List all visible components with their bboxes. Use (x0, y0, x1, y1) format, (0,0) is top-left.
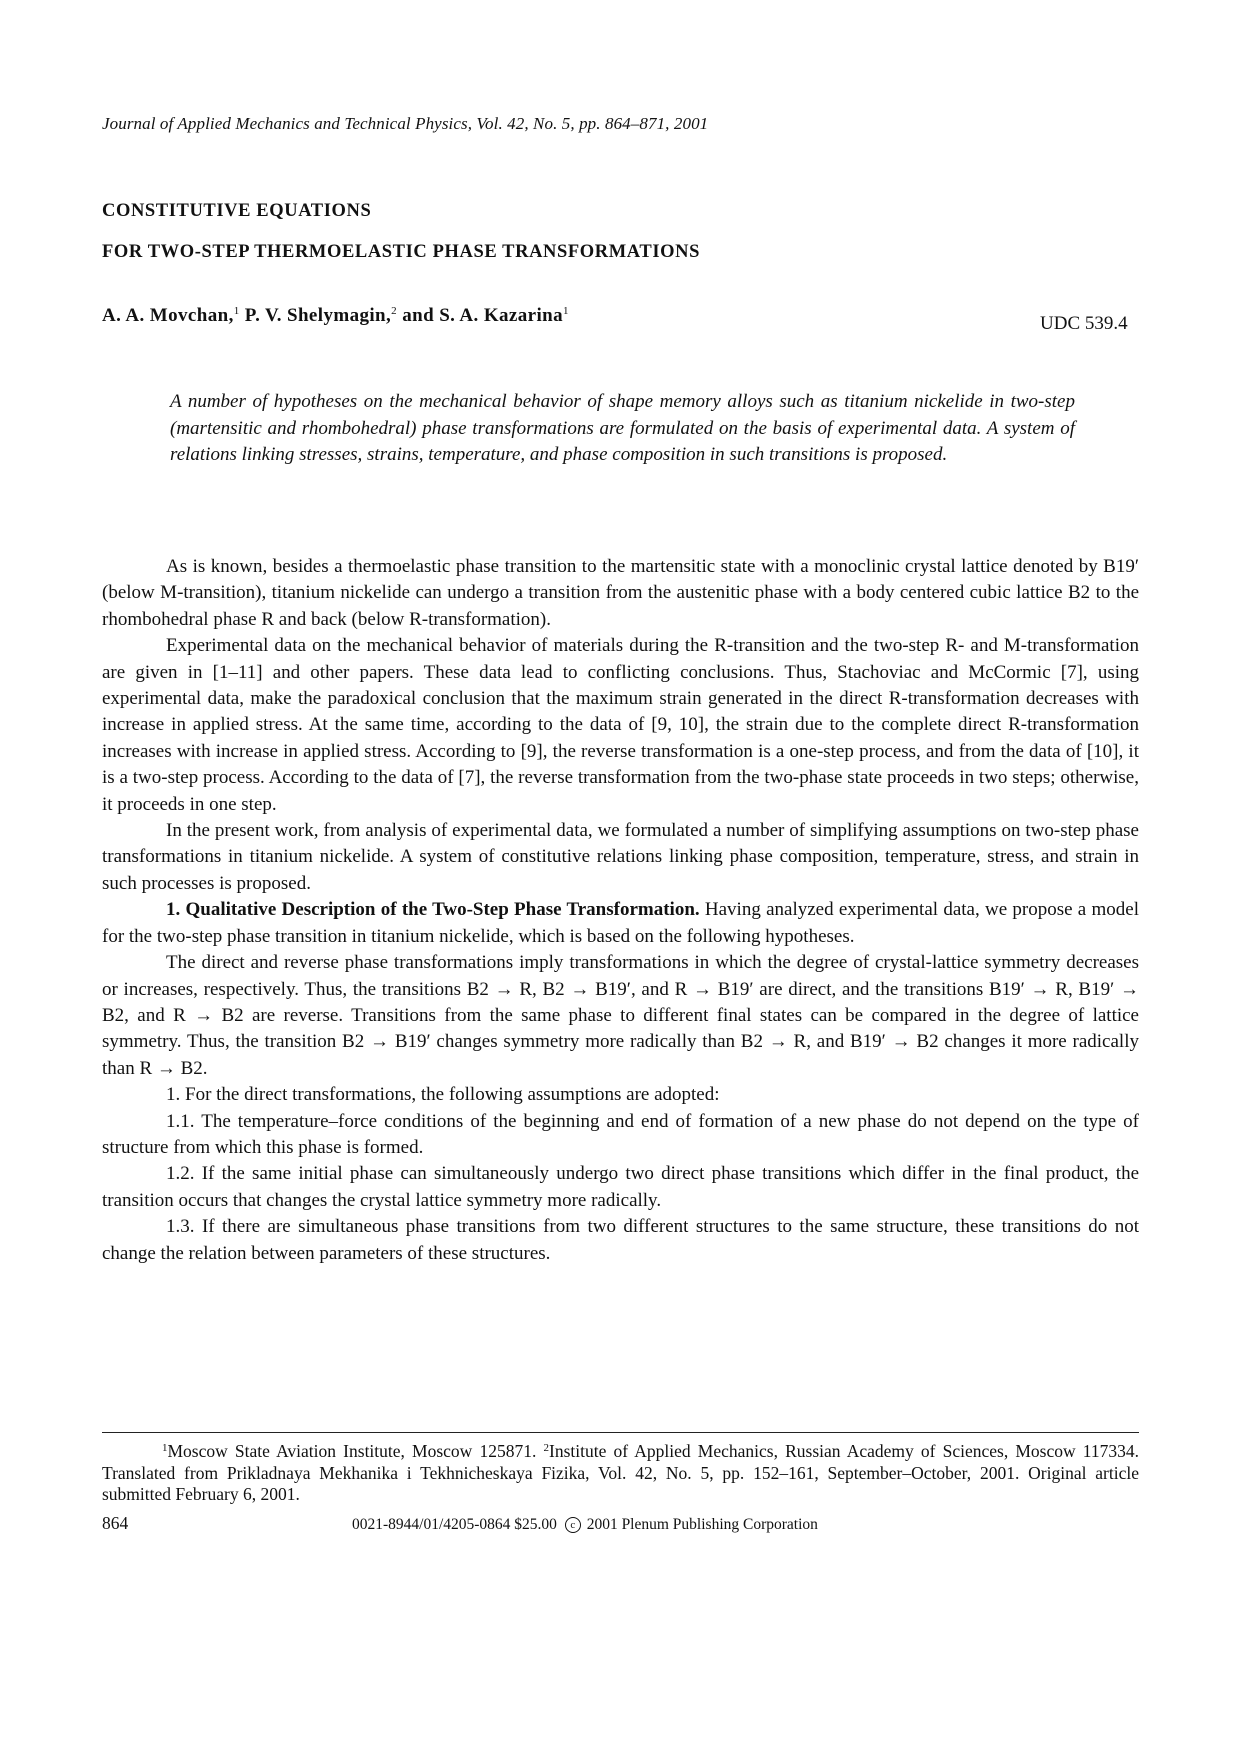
paper-title-line-2: FOR TWO-STEP THERMOELASTIC PHASE TRANSFORMATIONS (102, 242, 700, 262)
paragraph: The direct and reverse phase transformations imply transformations in which the degree of crystal-lattice symmetry decreases or increases, respectively. Thus, the transitions B2 → R, B2 → B19′, and R → B19′ are direct, and the transitions B19′ → R, B19′ → B2, and R → B2 are reverse. Transitions from the same phase to different final states can be compared in the degree of lattice symmetry. Thus, the transition B2 → B19′ changes symmetry more radically than B2 → R, and B19′ → B2 changes it more radically than R → B2. (102, 952, 1139, 1079)
section-heading: 1. Qualitative Description of the Two-Step Phase Transformation. (166, 899, 700, 921)
author-list (102, 305, 569, 327)
paragraph: 1.2. If the same initial phase can simultaneously undergo two direct phase transitions which differ in the final product, the transition occurs that changes the crystal lattice symmetry more radically. (102, 1163, 1139, 1211)
author-name: and S. A. Kazarina (397, 305, 564, 326)
paragraph: 1.3. If there are simultaneous phase transitions from two different structures to the same structure, these transitions do not change the relation between parameters of these structures. (102, 1216, 1139, 1264)
affiliation-marker: 2 (391, 305, 398, 317)
affiliation-marker: 1 (233, 305, 240, 317)
footnote-divider (102, 1432, 1139, 1433)
paragraph-text: Having analyzed experimental data, we propose a model for the two-step phase transition in titanium nickelide, which is based on the following hypotheses. (102, 899, 1139, 947)
publisher: 2001 Plenum Publishing Corporation (582, 1516, 818, 1533)
footnote-text: Moscow State Aviation Institute, Moscow 125871. (167, 1441, 544, 1461)
paragraph: 1. For the direct transformations, the following assumptions are adopted: (166, 1084, 720, 1106)
section-paragraph (102, 897, 1139, 950)
paper-title-line-1: CONSTITUTIVE EQUATIONS (102, 201, 372, 221)
footnote-marker: 2 (543, 1442, 549, 1454)
page-number: 864 (102, 1513, 129, 1533)
footnote-marker: 1 (162, 1442, 168, 1454)
footnote-text: Institute of Applied Mechanics, Russian Academy of Sciences, Moscow 117334. Translated from Prikladnaya Mekhanika i Tekhnicheskaya Fizika, Vol. 42, No. 5, pp. 152–161, September–October, 2001. Original article submitted February 6, 2001. (102, 1441, 1140, 1504)
paragraph: In the present work, from analysis of experimental data, we formulated a number of simplifying assumptions on two-step phase transformations in titanium nickelide. A system of constitutive relations linking phase composition, temperature, stress, and strain in such processes is proposed. (102, 820, 1139, 894)
journal-citation: Journal of Applied Mechanics and Technical Physics, Vol. 42, No. 5, pp. 864–871, 2001 (102, 114, 709, 133)
affiliation-marker: 1 (563, 305, 569, 317)
issn-price: 0021-8944/01/4205-0864 $25.00 (352, 1516, 561, 1533)
paragraph: Experimental data on the mechanical behavior of materials during the R-transition and the two-step R- and M-transformation are given in [1–11] and other papers. These data lead to conflicting conclusions. Thus, Stachoviac and McCormic [7], using experimental data, make the paradoxical conclusion that the maximum strain generated in the direct R-transformation decreases with increase in applied stress. At the same time, according to the data of [9, 10], the strain due to the complete direct R-transformation increases with increase in applied stress. According to [9], the reverse transformation is a one-step process, and from the data of [10], it is a two-step process. According to the data of [7], the reverse transformation from the two-phase state proceeds in two steps; otherwise, it proceeds in one step. (102, 635, 1139, 815)
abstract: A number of hypotheses on the mechanical behavior of shape memory alloys such as titanium nickelide in two-step (martensitic and rhombohedral) phase transformations are formulated on the basis of experimental data. A system of relations linking stresses, strains, temperature, and phase composition in such transitions is proposed. (170, 391, 1075, 465)
body-text (102, 554, 1139, 1267)
copyright-icon: c (565, 1517, 581, 1533)
author-name: P. V. Shelymagin, (239, 305, 392, 326)
paragraph: 1.1. The temperature–force conditions of the beginning and end of formation of a new phase do not depend on the type of structure from which this phase is formed. (102, 1110, 1139, 1158)
copyright-line (352, 1516, 818, 1534)
author-name: A. A. Movchan, (102, 305, 234, 326)
footnote (102, 1438, 1139, 1506)
udc-code: UDC 539.4 (1040, 313, 1128, 334)
paragraph: As is known, besides a thermoelastic phase transition to the martensitic state with a monoclinic crystal lattice denoted by B19′ (below M-transition), titanium nickelide can undergo a transition from the austenitic phase with a body centered cubic lattice B2 to the rhombohedral phase R and back (below R-transformation). (102, 556, 1139, 630)
